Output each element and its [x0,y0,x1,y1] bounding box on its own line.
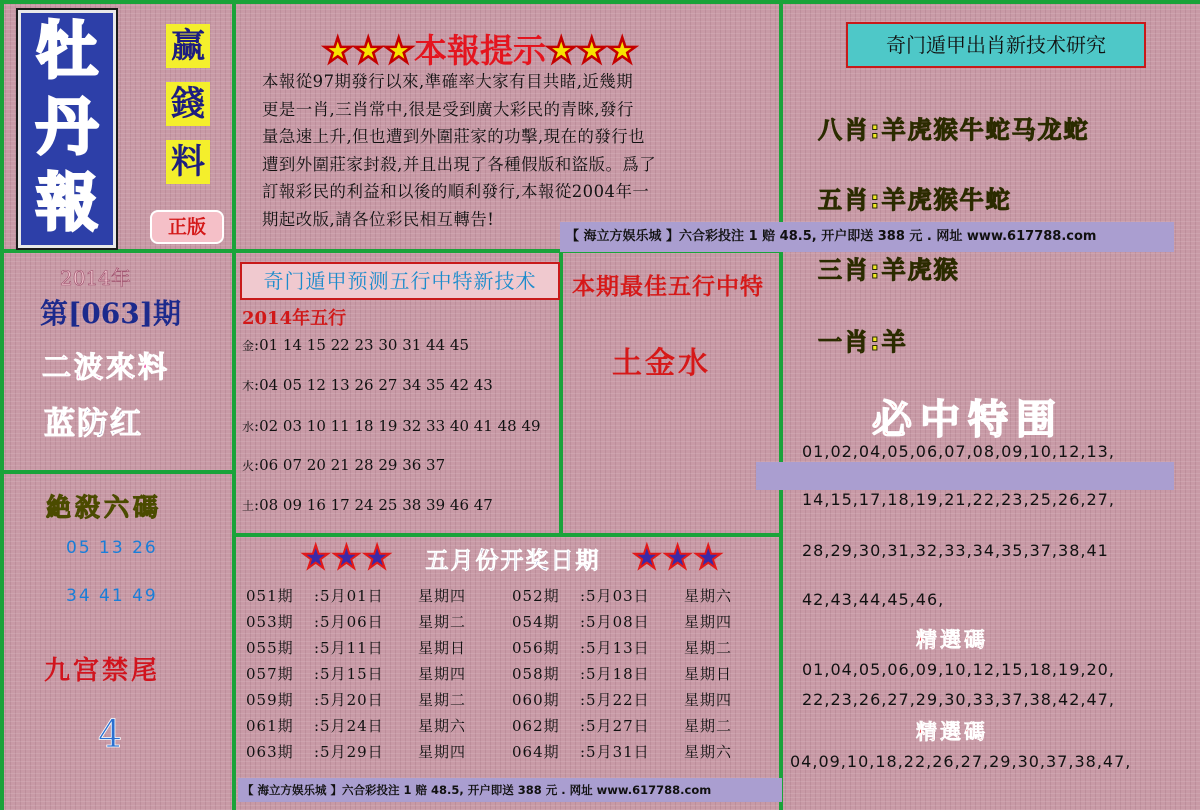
element-key: 水 [242,420,255,434]
schedule-weekday: 星期二 [684,717,733,735]
schedule-date: :5月13日 [580,639,650,657]
schedule-period: 062期 [512,717,560,735]
nine-palace-value: 4 [98,712,123,756]
schedule-period: 058期 [512,665,560,683]
element-key: 土 [242,499,255,513]
ad-banner-top[interactable]: 【 海立方娱乐城 】六合彩投注 1 赔 48.5, 开户即送 388 元 . 网址 www.617788.com [560,222,1174,252]
zodiac-eight-pick: 八肖:羊虎猴牛蛇马龙蛇 [818,116,1090,144]
schedule-period: 052期 [512,587,560,605]
wuxing-title: 奇门遁甲预测五行中特新技术 [240,262,560,300]
notice-line: 期起改版,請各位彩民相互轉告! [262,209,495,229]
special-numbers-line: 42,43,44,45,46, [802,590,945,609]
wuxing-row [242,456,445,474]
zodiac-one-pick: 一肖:羊 [818,328,908,356]
star-icon: ★★★ [301,538,394,576]
schedule-date: :5月08日 [580,613,650,631]
logo-char-3: 報 [35,166,98,239]
schedule-weekday: 星期四 [418,665,467,683]
schedule-period: 051期 [246,587,294,605]
logo-char-1: 牡 [35,14,98,87]
side-char-1: 赢 [166,24,210,68]
highlight-band [756,462,1174,490]
official-edition-badge: 正版 [150,210,224,244]
ad-banner-bottom[interactable]: 【 海立方娱乐城 】六合彩投注 1 赔 48.5, 开户即送 388 元 . 网址 www.617788.com [238,778,782,802]
schedule-period: 057期 [246,665,294,683]
schedule-weekday: 星期六 [684,587,733,605]
schedule-date: :5月03日 [580,587,650,605]
side-char-2: 錢 [166,82,210,126]
schedule-weekday: 星期日 [418,639,467,657]
schedule-period: 061期 [246,717,294,735]
color-guard-tip: 蓝防红 [44,406,143,442]
wave-tip: 二波來料 [42,350,171,384]
nine-palace-title: 九宫禁尾 [44,656,161,686]
wuxing-row [242,376,493,394]
kill-six-title: 絶殺六碼 [46,493,163,522]
grid-line-h2 [0,470,236,474]
schedule-weekday: 星期日 [684,665,733,683]
schedule-date: :5月06日 [314,613,384,631]
notice-title [260,25,700,72]
special-numbers-line: 01,02,04,05,06,07,08,09,10,12,13, [802,442,1115,461]
schedule-title [252,538,774,576]
schedule-period: 056期 [512,639,560,657]
period-number: 第[063]期 [40,297,181,330]
grid-line-left [0,0,4,810]
kill-numbers-row: 34 41 49 [66,586,158,606]
element-key: 火 [242,459,255,473]
schedule-date: :5月29日 [314,743,384,761]
element-numbers: :08 09 16 17 24 25 38 39 46 47 [254,496,493,514]
element-numbers: :04 05 12 13 26 27 34 35 42 43 [254,376,493,394]
element-key: 金 [242,339,255,353]
kill-numbers-row: 05 13 26 [66,538,158,558]
schedule-weekday: 星期六 [418,717,467,735]
special-numbers-line: 14,15,17,18,19,21,22,23,25,26,27, [802,490,1115,509]
logo-char-2: 丹 [35,90,98,163]
schedule-date: :5月20日 [314,691,384,709]
zodiac-tech-title: 奇门遁甲出肖新技术研究 [846,22,1146,68]
element-key: 木 [242,379,255,393]
schedule-weekday: 星期四 [418,743,467,761]
schedule-date: :5月27日 [580,717,650,735]
select-numbers-line: 04,09,10,18,22,26,27,29,30,37,38,47, [790,752,1132,771]
schedule-period: 055期 [246,639,294,657]
schedule-weekday: 星期二 [418,613,467,631]
select-numbers-title: 精選碼 [916,720,988,744]
select-numbers-line: 22,23,26,27,29,30,33,37,38,42,47, [802,690,1115,709]
schedule-date: :5月18日 [580,665,650,683]
schedule-period: 060期 [512,691,560,709]
wuxing-row [242,417,541,435]
schedule-period: 054期 [512,613,560,631]
grid-line-v2 [779,0,783,810]
select-numbers-title: 精選碼 [916,628,988,652]
schedule-date: :5月22日 [580,691,650,709]
grid-line-h3 [236,533,782,537]
special-numbers-line: 28,29,30,31,32,33,34,35,37,38,41 [802,541,1109,560]
schedule-weekday: 星期四 [684,691,733,709]
schedule-period: 059期 [246,691,294,709]
best-wuxing-title: 本期最佳五行中特 [572,273,764,300]
schedule-date: :5月24日 [314,717,384,735]
element-numbers: :02 03 10 11 18 19 32 33 40 41 48 49 [254,417,541,435]
star-icon: ★★★ [632,538,725,576]
select-numbers-line: 01,04,05,06,09,10,12,15,18,19,20, [802,660,1115,679]
notice-line: 本報從97期發行以來,準確率大家有目共睹,近幾期 [262,72,634,91]
side-char-3: 料 [166,140,210,184]
wuxing-row [242,496,493,514]
schedule-date: :5月15日 [314,665,384,683]
notice-line: 更是一肖,三肖常中,很是受到廣大彩民的青睞,發行 [262,99,634,119]
grid-line-top [0,0,1200,4]
schedule-weekday: 星期六 [684,743,733,761]
schedule-title-text: 五月份开奖日期 [425,548,601,574]
notice-line: 量急速上升,但也遭到外圍莊家的功擊,現在的發行也 [262,127,646,146]
grid-line-v1 [232,0,236,810]
zodiac-five-pick: 五肖:羊虎猴牛蛇 [818,186,1012,214]
schedule-weekday: 星期二 [418,691,467,709]
notice-line: 訂報彩民的利益和以後的順利發行,本報從2004年一 [262,182,650,201]
notice-title-text: 本報提示 [414,31,546,70]
schedule-period: 053期 [246,613,294,631]
schedule-date: :5月01日 [314,587,384,605]
zodiac-three-pick: 三肖:羊虎猴 [818,256,960,284]
notice-body [262,68,772,233]
schedule-weekday: 星期四 [684,613,733,631]
schedule-period: 063期 [246,743,294,761]
star-icon: ★★★ [322,31,414,71]
wuxing-row [242,336,469,354]
schedule-date: :5月31日 [580,743,650,761]
schedule-period: 064期 [512,743,560,761]
best-wuxing-value: 土金水 [612,346,711,381]
star-icon: ★★★ [546,31,638,71]
special-range-title: 必中特围 [872,397,1064,443]
notice-line: 遭到外圍莊家封殺,并且出現了各種假版和盜版。爲了 [262,154,657,174]
newspaper-logo [18,10,116,248]
year-label: 2014年 [60,266,131,290]
wuxing-year-label: 2014年五行 [242,308,347,329]
element-numbers: :01 14 15 22 23 30 31 44 45 [254,336,469,354]
element-numbers: :06 07 20 21 28 29 36 37 [254,456,446,474]
schedule-weekday: 星期四 [418,587,467,605]
schedule-weekday: 星期二 [684,639,733,657]
schedule-date: :5月11日 [314,639,384,657]
